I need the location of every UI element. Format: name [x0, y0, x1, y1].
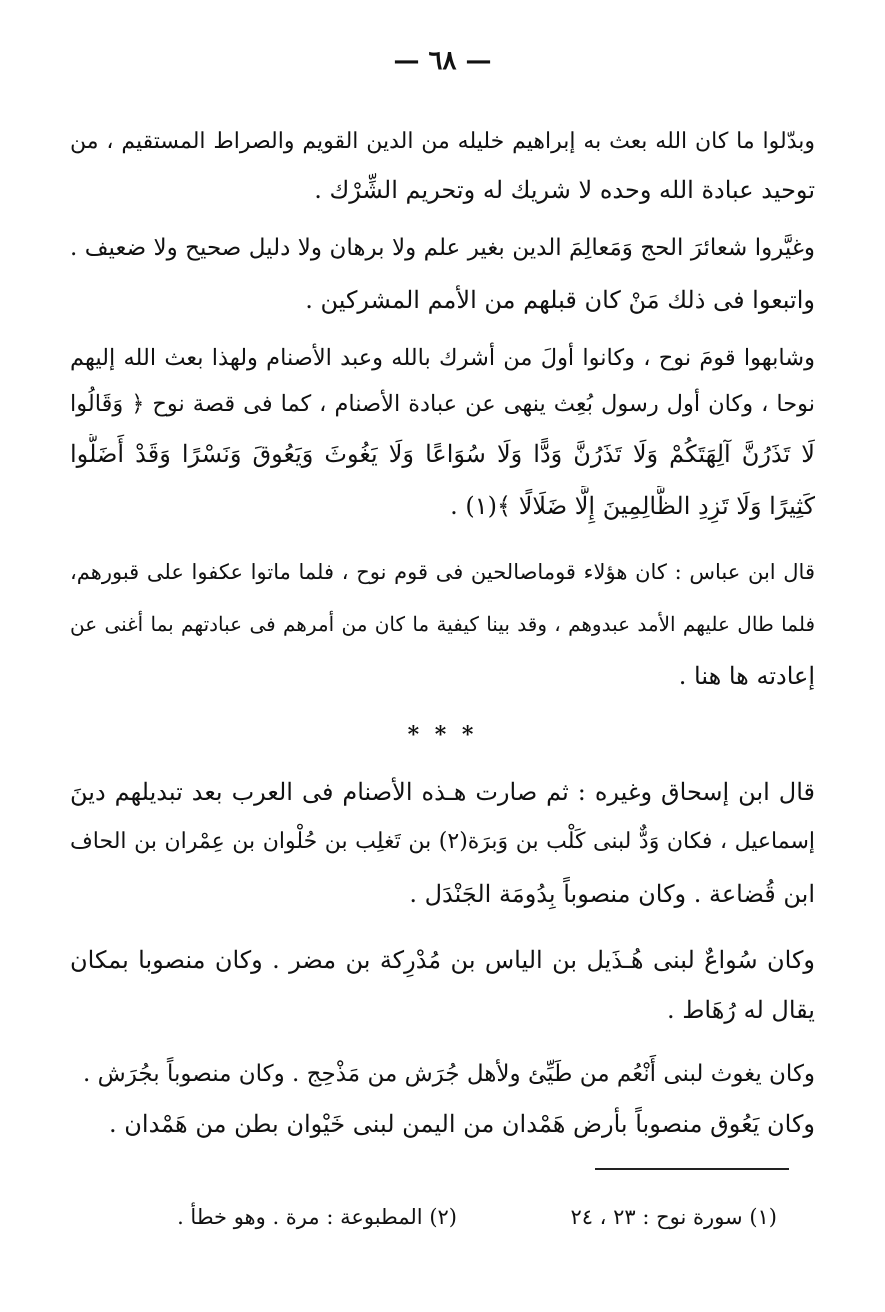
text-line: وكان يَعُوق منصوباً بأرض هَمْدان من اليمن لبنى خَيْوان بطن من هَمْدان . — [109, 1110, 815, 1138]
text-line: وكان يغوث لبنى أَنْعُم من طَيِّئ ولأهل جُرَش من مَذْحِج . وكان منصوباً بجُرَش . — [83, 1061, 815, 1087]
text-line: وكان سُواعٌ لبنى هُـذَيل بن الياس بن مُدْرِكة بن مضر . وكان منصوبا بمكان — [70, 946, 815, 974]
text-line: ابن قُضاعة . وكان منصوباً بِدُومَة الجَنْدَل . — [409, 880, 815, 908]
quran-verse-line: كَثِيرًا وَلَا تَزِدِ الظَّالِمِينَ إِلَّا ضَلَالًا ﴾(١) . — [450, 492, 815, 520]
text-line: وشابهوا قومَ نوح ، وكانوا أولَ من أشرك بالله وعبد الأصنام ولهذا بعث الله إليهم — [70, 345, 815, 371]
text-line: قال ابن إسحاق وغيره : ثم صارت هـذه الأصنام فى العرب بعد تبديلهم دينَ — [70, 778, 815, 806]
quran-verse-line: لَا تَذَرُنَّ آلِهَتَكُمْ وَلَا تَذَرُنَّ وَدًّا وَلَا سُوَاعًا وَلَا يَغُوثَ وَيَعُوقَ وَنَسْرًا وَقَدْ أَضَلُّوا — [70, 440, 815, 468]
text-line: إعادته ها هنا . — [678, 662, 815, 690]
text-line: يقال له رُهَاط . — [666, 996, 815, 1024]
text-line: فلما طال عليهم الأمد عبدوهم ، وقد بينا كيفية ما كان من أمرهم فى عبادتهم بما أغنى عن — [70, 612, 815, 636]
page-number: — ٦٨ — — [393, 46, 492, 76]
text-line: وبدّلوا ما كان الله بعث به إبراهيم خليله من الدين القويم والصراط المستقيم ، من — [70, 129, 815, 154]
text-line: نوحا ، وكان أول رسول بُعِث ينهى عن عبادة الأصنام ، كما فى قصة نوح ﴿ وَقَالُوا — [70, 391, 815, 417]
text-line: وغيَّروا شعائرَ الحج وَمَعالِمَ الدين بغير علم ولا برهان ولا دليل صحيح ولا ضعيف . — [70, 235, 815, 261]
text-line: واتبعوا فى ذلك مَنْ كان قبلهم من الأمم المشركين . — [305, 286, 815, 314]
footnote-rule — [595, 1168, 789, 1170]
text-line: قال ابن عباس : كان هؤلاء قوماصالحين فى قوم نوح ، فلما ماتوا عكفوا على قبورهم، — [70, 560, 815, 584]
footnote-1: (١) سورة نوح : ٢٣ ، ٢٤ — [570, 1205, 777, 1229]
text-line: توحيد عبادة الله وحده لا شريك له وتحريم الشِّرْك . — [314, 176, 815, 204]
text-line: إسماعيل ، فكان وَدٌّ لبنى كَلْب بن وَبرَة(٢) بن تَغلِب بن حُلْوان بن عِمْران بن الحاف — [70, 829, 815, 854]
footnote-2: (٢) المطبوعة : مرة . وهو خطأ . — [177, 1205, 457, 1229]
section-separator: * * * — [407, 722, 478, 748]
